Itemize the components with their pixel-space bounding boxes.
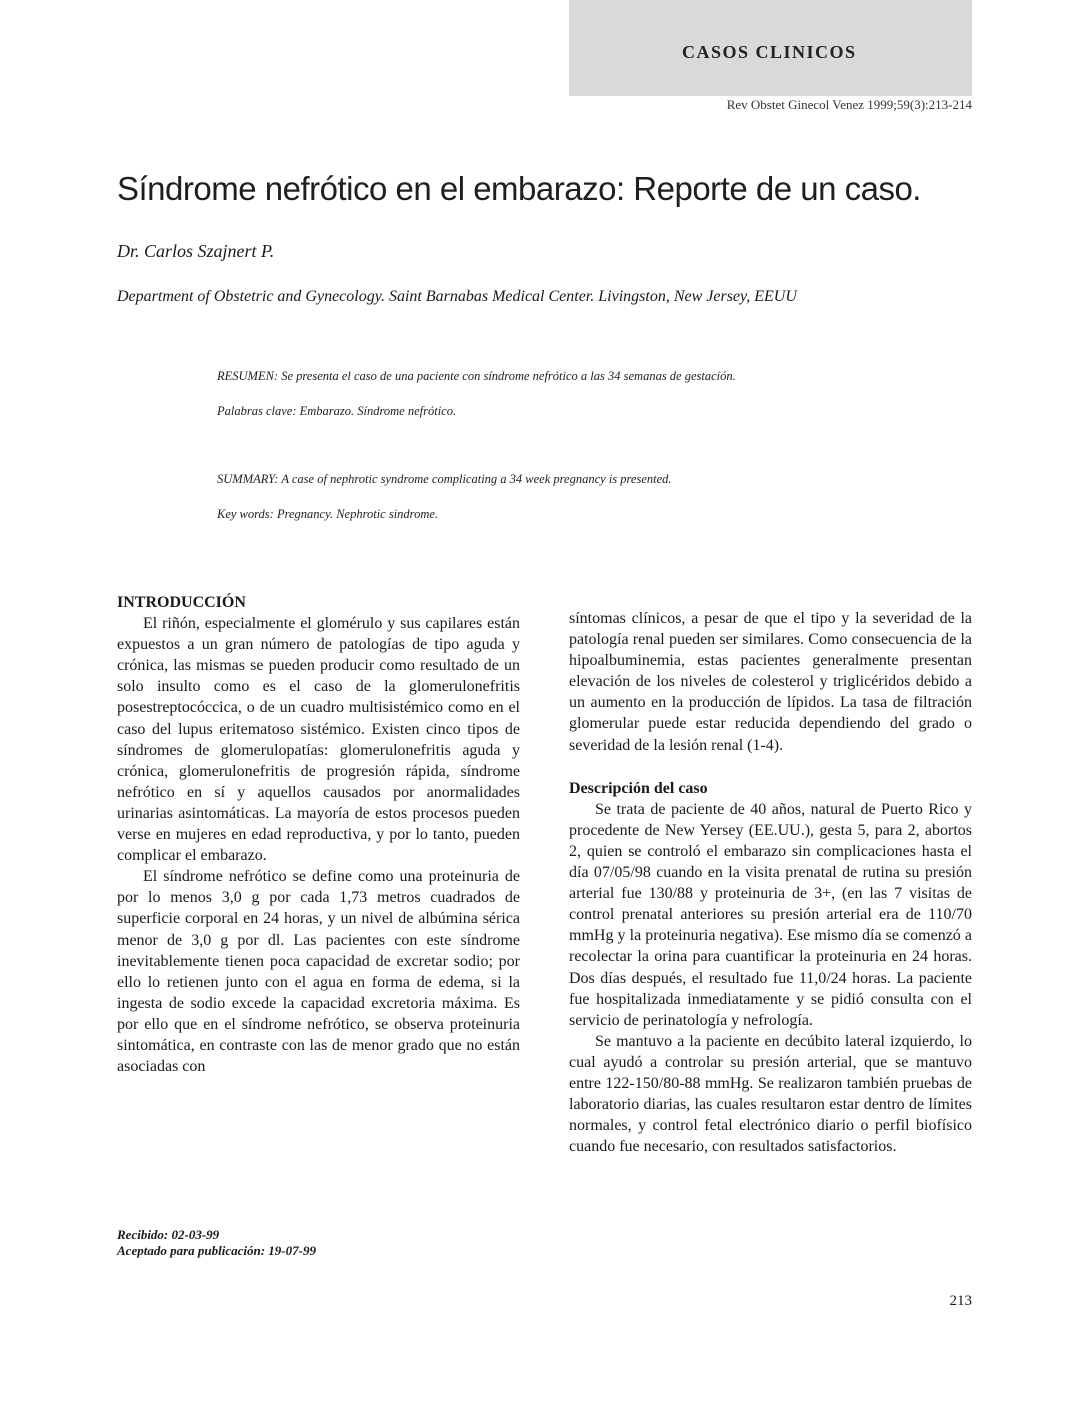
- intro-paragraph-2-continued: síntomas clínicos, a pesar de que el tipo y la severidad de la patología renal pueden ser similares. Como consecuencia de la hipoalbuminemia, estas pacientes generalmente presentan elevación de los niveles de colesterol y triglicéridos debido a un aumento en la producción de lípidos. La tasa de filtración glomerular puede estar reducida dependiendo del grado o severidad de la lesión renal (1-4).: [569, 610, 972, 754]
- case-heading: Descripción del caso: [569, 779, 708, 797]
- article-title: Síndrome nefrótico en el embarazo: Reporte de un caso.: [117, 170, 921, 207]
- left-column: [117, 592, 520, 1077]
- abstract-key-words: Key words: Pregnancy. Nephrotic sindrome.: [217, 507, 439, 521]
- article-author: Dr. Carlos Szajnert P.: [117, 241, 275, 261]
- abstract-summary: SUMMARY: A case of nephrotic syndrome complicating a 34 week pregnancy is presented.: [217, 472, 672, 486]
- intro-paragraph-1: El riñón, especialmente el glomérulo y sus capilares están expuestos a un gran número de patologías de tipo aguda y crónica, las mismas se pueden producir como resultado de un solo insulto como es el caso de la glomerulonefritis posestreptocóccica, o de un cuadro multisistémico como en el caso del lupus eritematoso sistémico. Existen cinco tipos de síndromes de glomerulopatías: glomerulonefritis aguda y crónica, glomerulonefritis de progresión rápida, síndrome nefrótico en sí y aquellos causados por anormalidades urinarias asintomáticas. La mayoría de estos procesos pueden verse en mujeres en edad reproductiva, y por lo tanto, pueden complicar el embarazo.: [117, 615, 520, 865]
- accepted-date: Aceptado para publicación: 19-07-99: [117, 1243, 316, 1258]
- journal-citation: Rev Obstet Ginecol Venez 1999;59(3):213-214: [726, 97, 972, 112]
- case-paragraph-1: Se trata de paciente de 40 años, natural de Puerto Rico y procedente de New Yersey (EE.UU.), gesta 5, para 2, abortos 2, quien se controló el embarazo sin complicaciones hasta el día 07/05/98 cuando en la visita prenatal de rutina su presión arterial fue 130/88 y proteinuria de 3+, (en las 7 visitas de control prenatal anteriores su presión arterial era de 110/70 mmHg y la proteinuria negativa). Ese mismo día se comenzó a recolectar la orina para cuantificar la proteinuria en 24 horas. Dos días después, el resultado fue 11,0/24 horas. La paciente fue hospitalizada inmediatamente y se pidió consulta con el servicio de perinatología y nefrología.: [569, 800, 972, 1029]
- submission-dates: [117, 1227, 316, 1259]
- page-number: 213: [949, 1293, 972, 1309]
- author-affiliation: Department of Obstetric and Gynecology. Saint Barnabas Medical Center. Livingston, New Jersey, EEUU: [117, 288, 797, 305]
- section-label: CASOS CLINICOS: [682, 42, 857, 62]
- case-paragraph-2: Se mantuvo a la paciente en decúbito lateral izquierdo, lo cual ayudó a controlar su presión arterial, que se mantuvo entre 122-150/80-88 mmHg. Se realizaron también pruebas de laboratorio diarias, las cuales resultaron estar dentro de límites normales, y control fetal electrónico diario o perfil biofísico cuando fue necesario, con resultados satisfactorios.: [569, 1032, 972, 1156]
- intro-heading: INTRODUCCIÓN: [117, 594, 246, 611]
- abstract-palabras-clave: Palabras clave: Embarazo. Síndrome nefrótico.: [217, 404, 457, 418]
- abstract-resumen: RESUMEN: Se presenta el caso de una paciente con síndrome nefrótico a las 34 semanas de gestación.: [217, 369, 736, 383]
- intro-paragraph-2: El síndrome nefrótico se define como una proteinuria de por lo menos 3,0 g por cada 1,73 metros cuadrados de superficie corporal en 24 horas, y un nivel de albúmina sérica menor de 3,0 g por dl. Las pacientes con este síndrome inevitablemente tienen poca capacidad de excretar sodio; por ello lo retienen junto con el agua en forma de edema, si la ingesta de sodio excede la capacidad excretoria máxima. Es por ello que en el síndrome nefrótico, se observa proteinuria sintomática, en contraste con las de menor grado que no están asociadas con: [117, 868, 520, 1076]
- received-date: Recibido: 02-03-99: [117, 1227, 220, 1242]
- right-column: [569, 608, 972, 1157]
